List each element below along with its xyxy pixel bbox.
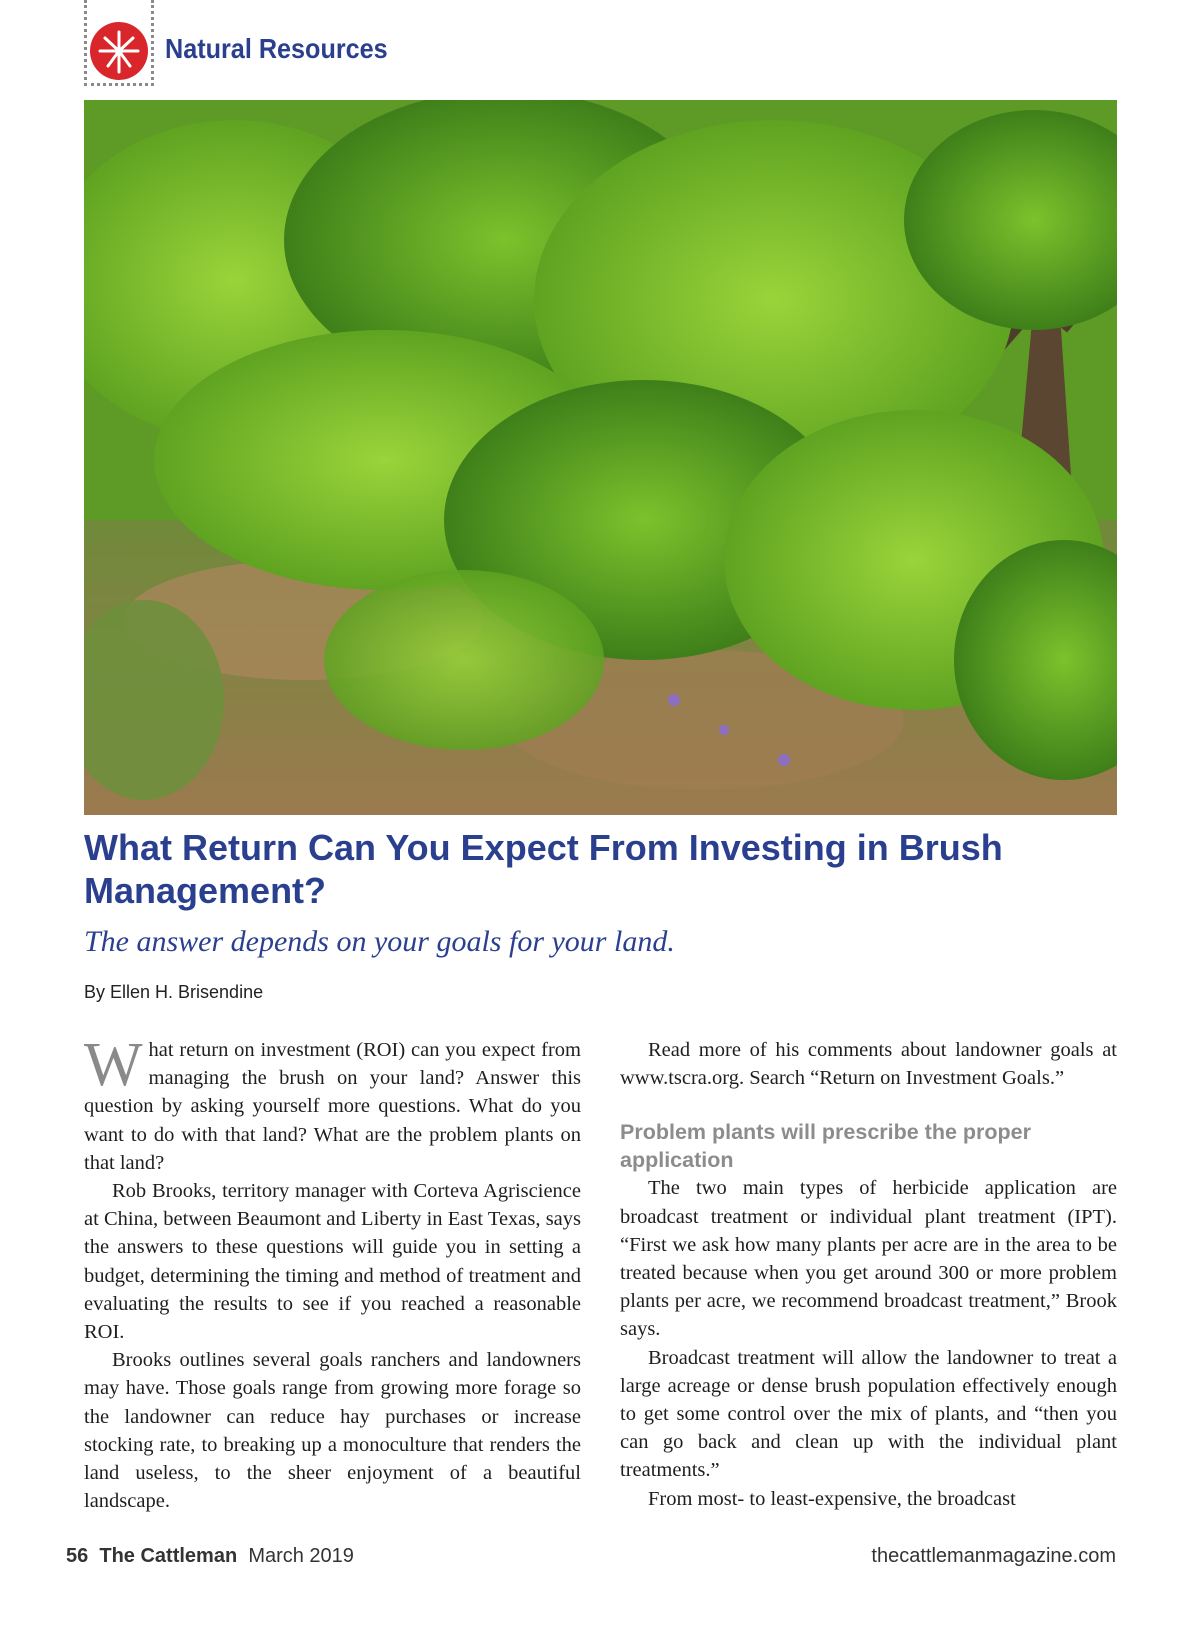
mesquite-brush-photo	[84, 100, 1117, 815]
drop-cap: W	[84, 1031, 143, 1099]
article-column-right	[620, 1036, 1117, 1513]
paragraph-3: Brooks outlines several goals ranchers and landowners may have. Those goals range from growing more forage so the landowner can reduce hay purchases or increase stocking rate, to breaking up a monoculture that renders the land useless, to the sheer enjoyment of a beautiful landscape.	[84, 1349, 581, 1513]
paragraph-1-text: hat return on investment (ROI) can you expect from managing the brush on your land? Answer this question by asking yourself more questions. What do you want to do with that land? What are the problem plants on that land?	[84, 1039, 581, 1174]
subsection-heading: Problem plants will prescribe the proper application	[620, 1120, 1031, 1173]
paragraph-6: Broadcast treatment will allow the landowner to treat a large acreage or dense brush population effectively enough to get some control over the mix of plants, and “then you can go back and clean up with the individual plant treatments.”	[620, 1346, 1117, 1482]
article-column-left	[84, 1031, 581, 1515]
windmill-icon	[90, 22, 148, 80]
page-number: 56	[66, 1545, 89, 1567]
footer-website[interactable]: thecattlemanmagazine.com	[871, 1545, 1116, 1567]
paragraph-2: Rob Brooks, territory manager with Corteva Agriscience at China, between Beaumont and Liberty in East Texas, says the answers to these questions will guide you in setting a budget, determining the timing and method of treatment and evaluating the results to see if you reached a reasonable ROI.	[84, 1180, 581, 1344]
paragraph-7: From most- to least-expensive, the broadcast	[648, 1487, 1016, 1510]
section-title: Natural Resources	[165, 33, 388, 64]
article-headline: What Return Can You Expect From Investing in Brush Management?	[84, 827, 1003, 911]
footer-left	[66, 1545, 354, 1568]
magazine-name: The Cattleman	[99, 1545, 238, 1567]
paragraph-1	[84, 1031, 581, 1177]
page-footer	[66, 1545, 1116, 1575]
paragraph-5: The two main types of herbicide application are broadcast treatment or individual plant treatment (IPT). “First we ask how many plants per acre are in the area to be treated because when you get around 300 or more problem plants per acre, we recommend broadcast treatment,” Brook says.	[620, 1177, 1117, 1341]
article-byline: By Ellen H. Brisendine	[84, 982, 264, 1002]
paragraph-4: Read more of his comments about landowner goals at www.tscra.org. Search “Return on Investment Goals.”	[620, 1039, 1117, 1090]
issue-date: March 2019	[248, 1545, 354, 1567]
article-subhead: The answer depends on your goals for your land.	[84, 925, 675, 958]
